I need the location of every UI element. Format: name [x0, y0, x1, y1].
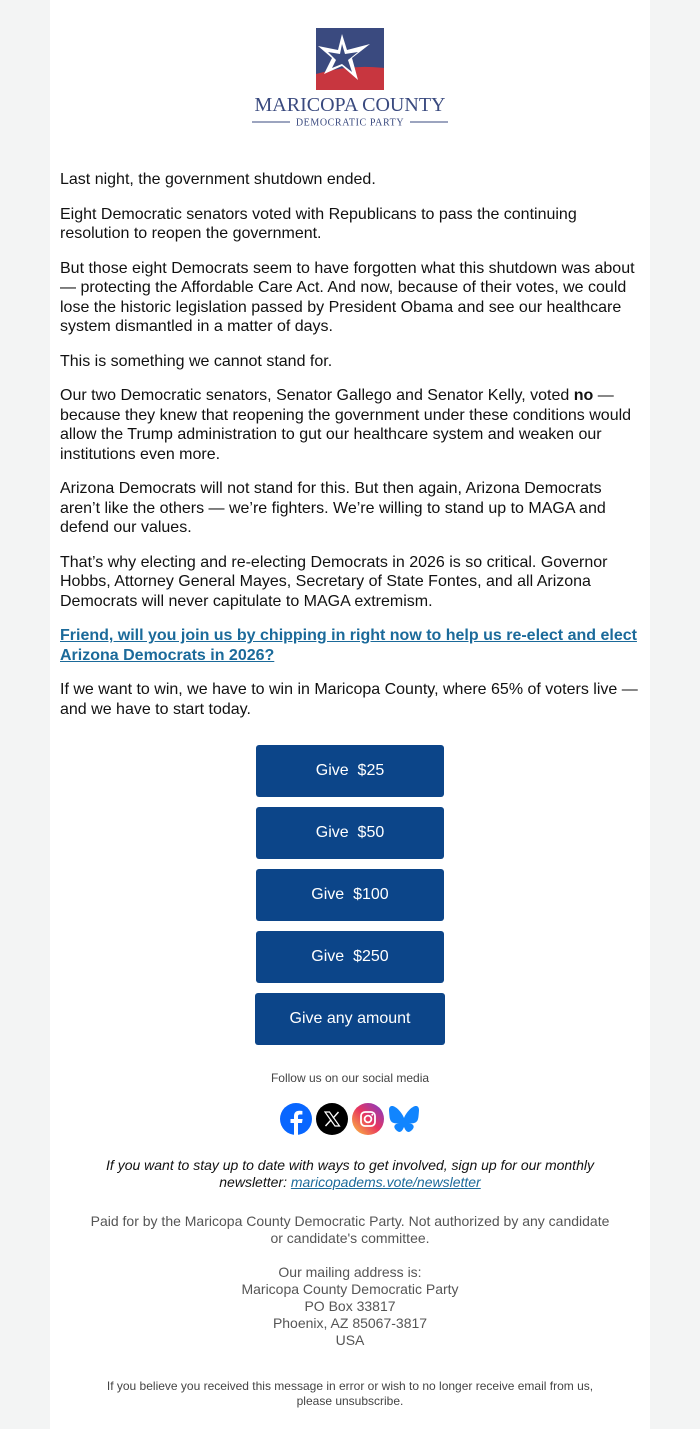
paragraph: If we want to win, we have to win in Maricopa County, where 65% of voters live — and we have to start today.: [60, 681, 638, 718]
social-links: [50, 1103, 650, 1135]
newsletter-text: If you want to stay up to date with ways to get involved, sign up for our monthly newsletter:: [106, 1157, 594, 1190]
address-line: PO Box 33817: [304, 1298, 396, 1314]
email-body: [50, 146, 650, 719]
logo-subtitle: DEMOCRATIC PARTY: [295, 117, 405, 128]
unsubscribe-note[interactable]: If you believe you received this message in error or wish to no longer receive email from us, please unsubscribe.: [106, 1379, 594, 1408]
party-logo: [50, 0, 650, 146]
mailing-address: [50, 1264, 650, 1349]
text: Our two Democratic senators, Senator Gallego and Senator Kelly, voted: [60, 387, 574, 404]
paragraph: Arizona Democrats will not stand for this. But then again, Arizona Democrats aren’t like the others — we’re fighters. We’re willing to stand up to MAGA and defend our values.: [60, 480, 606, 536]
paid-for-disclaimer: Paid for by the Maricopa County Democratic Party. Not authorized by any candidate or candidate's committee.: [90, 1213, 610, 1246]
give-25-button[interactable]: Give $25: [256, 745, 444, 797]
address-line: Maricopa County Democratic Party: [241, 1281, 459, 1297]
bold-text: no: [573, 387, 594, 404]
address-line: Our mailing address is:: [278, 1264, 422, 1280]
paragraph: That’s why electing and re-electing Democrats in 2026 is so critical. Governor Hobbs, Attorney General Mayes, Secretary of State Fontes, and all Arizona Democrats will never capitulate to MAGA extremism.: [60, 553, 608, 610]
address-line: USA: [335, 1332, 365, 1348]
address-line: Phoenix, AZ 85067-3817: [272, 1315, 428, 1331]
newsletter-link[interactable]: maricopadems.vote/newsletter: [290, 1174, 481, 1190]
paragraph: Eight Democratic senators voted with Republicans to pass the continuing resolution to reopen the government.: [60, 205, 577, 242]
give-any-amount-button[interactable]: Give any amount: [255, 993, 445, 1045]
paragraph: [60, 386, 640, 464]
give-50-button[interactable]: Give $50: [256, 807, 444, 859]
give-250-button[interactable]: Give $250: [256, 931, 444, 983]
donate-cta-link[interactable]: Friend, will you join us by chipping in right now to help us re-elect and elect Arizona Democrats in 2026?: [60, 627, 637, 664]
paragraph: But those eight Democrats seem to have forgotten what this shutdown was about — protecting the Affordable Care Act. And now, because of their votes, we could lose the historic legislation passed by President Obama and see our healthcare system dismantled in a matter of days.: [60, 259, 635, 335]
newsletter-note: [90, 1157, 610, 1191]
donation-buttons: [50, 745, 650, 1045]
x-icon[interactable]: [316, 1103, 348, 1135]
bluesky-icon[interactable]: [388, 1103, 420, 1135]
text: — because they knew that reopening the government under these conditions would allow the Trump administration to gut our healthcare system and weaken our institutions even more.: [60, 387, 632, 463]
logo-title: MARICOPA COUNTY: [254, 94, 446, 116]
paragraph: This is something we cannot stand for.: [60, 352, 333, 370]
email-page: [50, 0, 650, 1429]
paragraph: Last night, the government shutdown ended.: [60, 171, 376, 188]
follow-label: Follow us on our social media: [270, 1071, 430, 1085]
facebook-icon[interactable]: [280, 1103, 312, 1135]
instagram-icon[interactable]: [352, 1103, 384, 1135]
give-100-button[interactable]: Give $100: [256, 869, 444, 921]
